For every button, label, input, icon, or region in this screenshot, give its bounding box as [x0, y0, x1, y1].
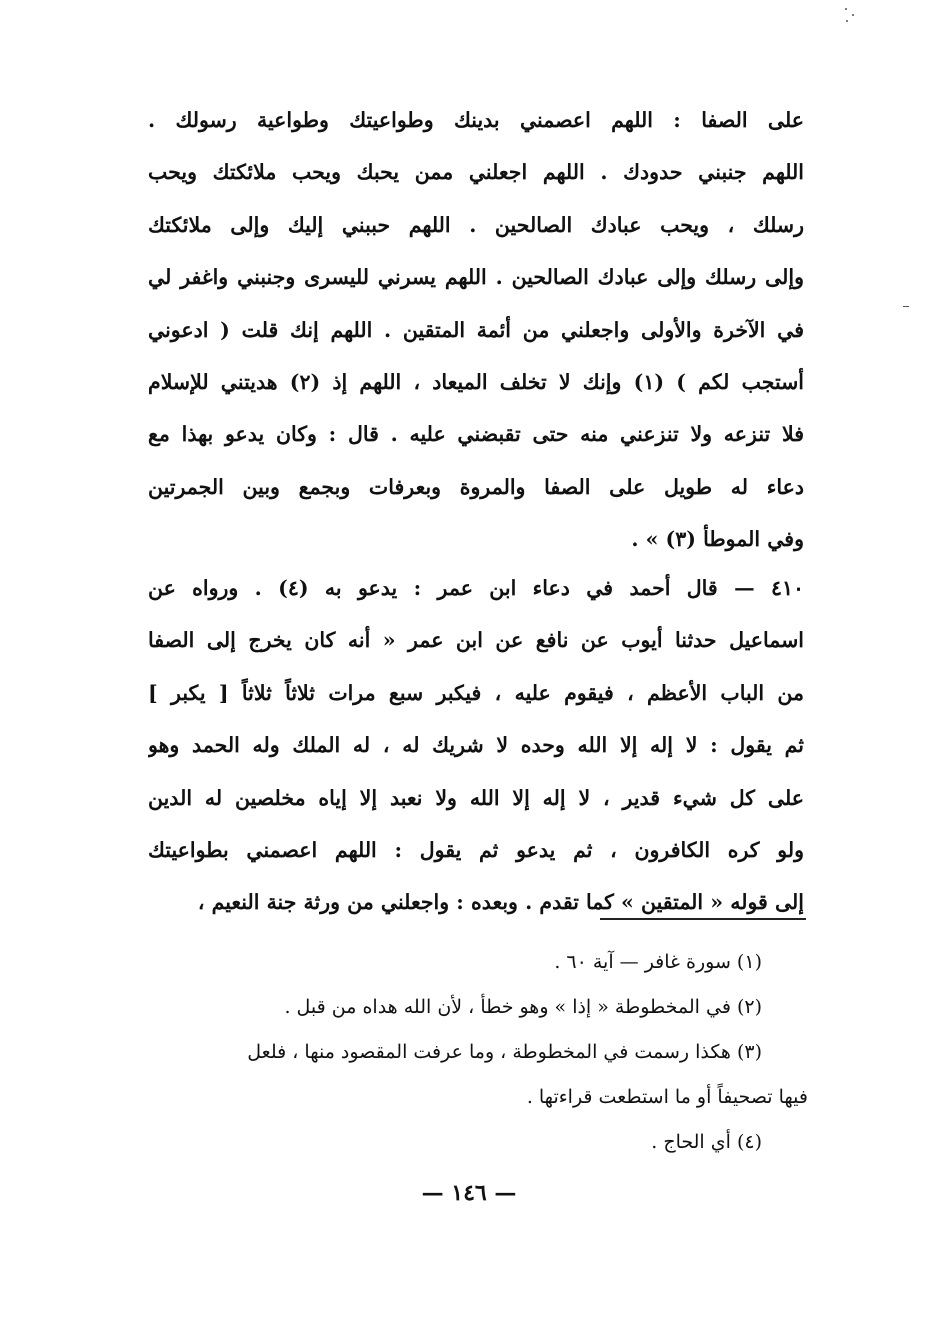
text-line: إلى قوله « المتقين » كما تقدم . وبعده : واجعلني من ورثة جنة النعيم ، — [197, 890, 804, 915]
text-line: ٤١٠ — قال أحمد في دعاء ابن عمر : يدعو به (٤) . ورواه عن — [148, 576, 804, 600]
footnote: (١) سورة غافر — آية ٦٠ . — [554, 951, 762, 973]
scan-speck — [846, 20, 848, 22]
footnote: (٢) في المخطوطة « إذا » وهو خطأ ، لأن الله هداه من قبل . — [284, 996, 762, 1018]
text-line: من الباب الأعظم ، فيقوم عليه ، فيكبر سبع مرات ثلاثاً ثلاثاً [ يكبر ] — [148, 680, 804, 705]
text-line: وإلى رسلك وإلى عبادك الصالحين . اللهم يسرني لليسرى وجنبني واغفر لي — [148, 265, 804, 290]
scan-speck — [852, 14, 854, 16]
text-line: رسلك ، ويحب عبادك الصالحين . اللهم حببني إليك وإلى ملائكتك — [148, 212, 804, 237]
text-line: ولو كره الكافرون ، ثم يدعو ثم يقول : اللهم اعصمني بطواعيتك — [148, 837, 804, 862]
text-line: اسماعيل حدثنا أيوب عن نافع عن ابن عمر « أنه كان يخرج إلى الصفا — [148, 628, 804, 653]
footnote: (٣) هكذا رسمت في المخطوطة ، وما عرفت المقصود منها ، فلعل — [247, 1041, 762, 1063]
text-line: في الآخرة والأولى واجعلني من أئمة المتقين . اللهم إنك قلت ( ادعوني — [148, 317, 804, 342]
footnote-divider — [600, 918, 806, 920]
text-line: فلا تنزعه ولا تنزعني منه حتى تقبضني عليه . قال : وكان يدعو بهذا مع — [148, 422, 804, 447]
paragraph-1 — [148, 94, 804, 566]
text-line: اللهم جنبني حدودك . اللهم اجعلني ممن يحبك ويحب ملائكتك ويحب — [148, 160, 804, 185]
scan-speck — [903, 306, 909, 307]
text-line: ثم يقول : لا إله إلا الله وحده لا شريك له ، له الملك وله الحمد وهو — [148, 733, 804, 758]
page-number: — ١٤٦ — — [421, 1180, 517, 1206]
footnotes — [148, 940, 808, 1165]
text-line: أستجب لكم ) (١) وإنك لا تخلف الميعاد ، اللهم إذ (٢) هديتني للإسلام — [148, 369, 804, 394]
text-line: على كل شيء قدير ، لا إله إلا الله ولا نعبد إلا إياه مخلصين له الدين — [148, 785, 804, 810]
text-line: على الصفا : اللهم اعصمني بدينك وطواعيتك وطواعية رسولك . — [148, 108, 804, 132]
text-line: وفي الموطأ (٣) » . — [631, 527, 804, 552]
paragraph-2 — [148, 562, 804, 929]
scan-speck — [845, 8, 847, 10]
text-line: دعاء له طويل على الصفا والمروة وبعرفات وبجمع وبين الجمرتين — [148, 474, 804, 499]
footnote: (٤) أي الحاج . — [651, 1131, 762, 1153]
footnote-continuation: فيها تصحيفاً أو ما استطعت قراءتها . — [526, 1086, 808, 1108]
